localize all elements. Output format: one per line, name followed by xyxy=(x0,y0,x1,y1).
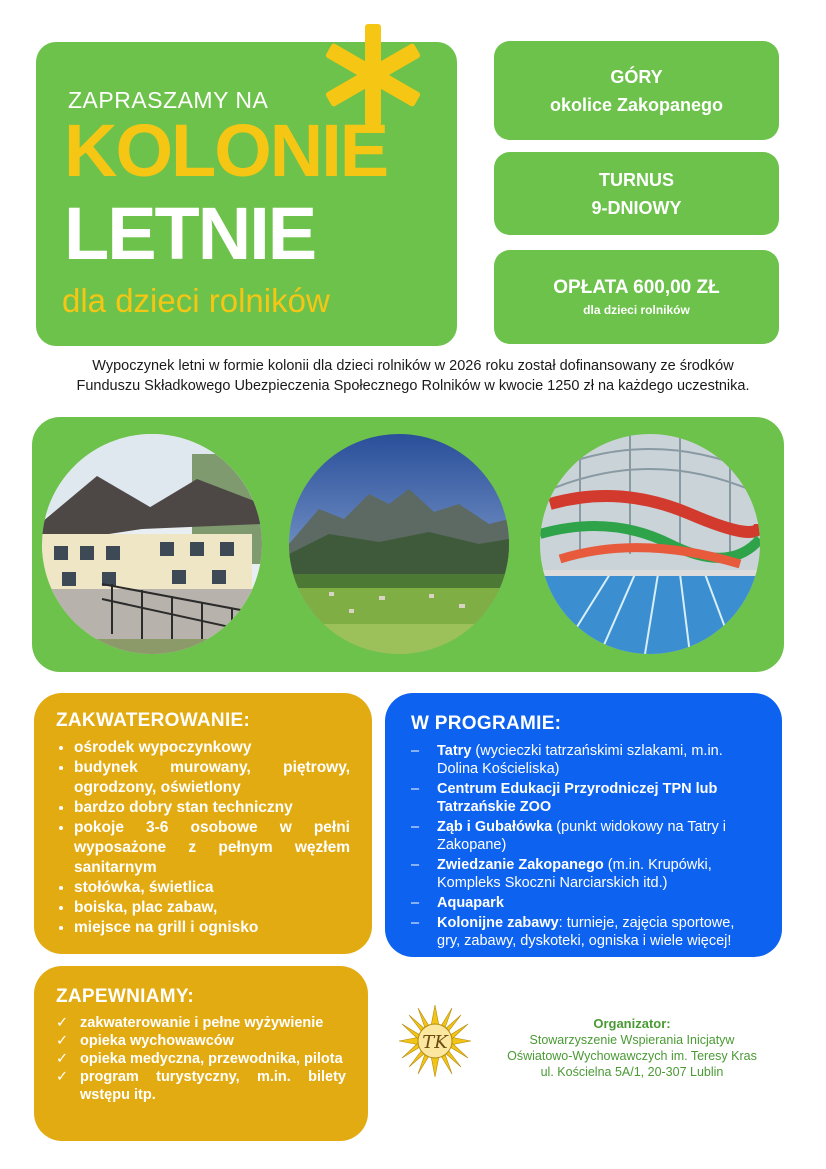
fee-detail: dla dzieci rolników xyxy=(583,303,690,317)
provide-item xyxy=(56,1050,346,1068)
accommodation-panel xyxy=(34,693,372,954)
hero-title-kolonie: KOLONIE xyxy=(64,109,388,192)
program-item-detail: (m.in. Krupówki, Kompleks Skoczni Narciarskich itd.) xyxy=(437,857,712,891)
organizer-title: Organizator: xyxy=(593,1016,671,1031)
organizer-block xyxy=(482,1016,782,1080)
provide-item-text: program turystyczny, m.in. bilety wstępu itp. xyxy=(80,1069,346,1103)
funding-note xyxy=(40,356,786,396)
location-card xyxy=(494,41,779,140)
dash-bullet: – xyxy=(411,743,420,759)
program-item xyxy=(411,818,760,854)
checkmark-icon: ✓ xyxy=(56,1051,69,1067)
program-item-highlight: Aquapark xyxy=(437,895,504,911)
hero-title-letnie: LETNIE xyxy=(64,192,316,275)
hero-intro: ZAPRASZAMY NA xyxy=(68,87,269,113)
organizer-line3: ul. Kościelna 5A/1, 20-307 Lublin xyxy=(540,1065,724,1079)
organizer-line1: Stowarzyszenie Wspierania Inicjatyw xyxy=(529,1033,735,1047)
checkmark-icon: ✓ xyxy=(56,1033,69,1049)
accommodation-list xyxy=(56,738,350,938)
program-item-highlight: Zwiedzanie Zakopanego xyxy=(437,857,604,873)
program-item-detail: : turnieje, zajęcia sportowe, gry, zabawy, dyskoteki, ogniska i wiele więcej! xyxy=(437,915,735,949)
funding-note-line1: Wypoczynek letni w formie kolonii dla dzieci rolników w 2026 roku został dofinansowany ze środków xyxy=(92,358,734,374)
provide-list xyxy=(56,1014,346,1104)
accommodation-item: • bardzo dobry stan techniczny xyxy=(74,798,350,818)
program-title: W PROGRAMIE: xyxy=(411,713,562,734)
logo-monogram: TK xyxy=(422,1032,448,1053)
accommodation-title: ZAKWATEROWANIE: xyxy=(56,710,251,731)
turnus-heading: TURNUS xyxy=(599,169,674,190)
program-item-highlight: Ząb i Gubałówka xyxy=(437,819,553,835)
house-photo xyxy=(42,434,262,654)
provide-panel xyxy=(34,966,368,1141)
accommodation-item: • stołówka, świetlica xyxy=(74,878,350,898)
program-item xyxy=(411,780,760,816)
program-item xyxy=(411,856,760,892)
dash-bullet: – xyxy=(411,819,420,835)
dash-bullet: – xyxy=(411,915,420,931)
program-list xyxy=(411,742,760,950)
program-item xyxy=(411,914,760,950)
accommodation-item: • pokoje 3-6 osobowe w pełni wyposażone z pełnym węzłem sanitarnym xyxy=(74,818,350,878)
mountains-photo xyxy=(289,434,509,654)
provide-item xyxy=(56,1068,346,1104)
provide-item-text: opieka medyczna, przewodnika, pilota xyxy=(80,1051,343,1067)
accommodation-item: • boiska, plac zabaw, xyxy=(74,898,350,918)
program-item-highlight: Kolonijne zabawy xyxy=(437,915,559,931)
fee-card xyxy=(494,250,779,344)
provide-item xyxy=(56,1032,346,1050)
program-item-highlight: Tatry xyxy=(437,743,472,759)
program-item-detail: (wycieczki tatrzańskimi szlakami, m.in. Dolina Kościeliska) xyxy=(437,743,723,777)
sun-logo-icon xyxy=(398,1004,472,1078)
accommodation-item: • ośrodek wypoczynkowy xyxy=(74,738,350,758)
program-item-detail: (punkt widokowy na Tatry i Zakopane) xyxy=(437,819,727,853)
funding-note-line2: Funduszu Składkowego Ubezpieczenia Społecznego Rolników w kwocie 1250 zł na każdego uczestnika. xyxy=(76,378,750,394)
program-item-highlight: Centrum Edukacji Przyrodniczej TPN lub Tatrzańskie ZOO xyxy=(437,781,718,815)
organizer-line2: Oświatowo-Wychowawczych im. Teresy Kras xyxy=(507,1049,757,1063)
provide-item xyxy=(56,1014,346,1032)
dash-bullet: – xyxy=(411,781,420,797)
hero-subtitle: dla dzieci rolników xyxy=(62,282,330,319)
provide-item-text: opieka wychowawców xyxy=(80,1033,234,1049)
aquapark-photo xyxy=(540,434,760,654)
program-item xyxy=(411,894,760,912)
location-detail: okolice Zakopanego xyxy=(549,94,724,115)
accommodation-item: • budynek murowany, piętrowy, ogrodzony, oświetlony xyxy=(74,758,350,798)
checkmark-icon: ✓ xyxy=(56,1069,69,1085)
hero-banner xyxy=(36,42,457,346)
checkmark-icon: ✓ xyxy=(56,1015,69,1031)
fee-amount: OPŁATA 600,00 ZŁ xyxy=(553,277,720,298)
turnus-card xyxy=(494,152,779,235)
program-panel xyxy=(385,693,782,957)
provide-item-text: zakwaterowanie i pełne wyżywienie xyxy=(80,1015,324,1031)
program-item xyxy=(411,742,760,778)
turnus-detail: 9-DNIOWY xyxy=(591,197,682,218)
dash-bullet: – xyxy=(411,857,420,873)
accommodation-item: • miejsce na grill i ognisko xyxy=(74,918,350,938)
location-heading: GÓRY xyxy=(610,66,663,87)
photo-band xyxy=(32,417,784,672)
provide-title: ZAPEWNIAMY: xyxy=(56,986,195,1007)
dash-bullet: – xyxy=(411,895,420,911)
